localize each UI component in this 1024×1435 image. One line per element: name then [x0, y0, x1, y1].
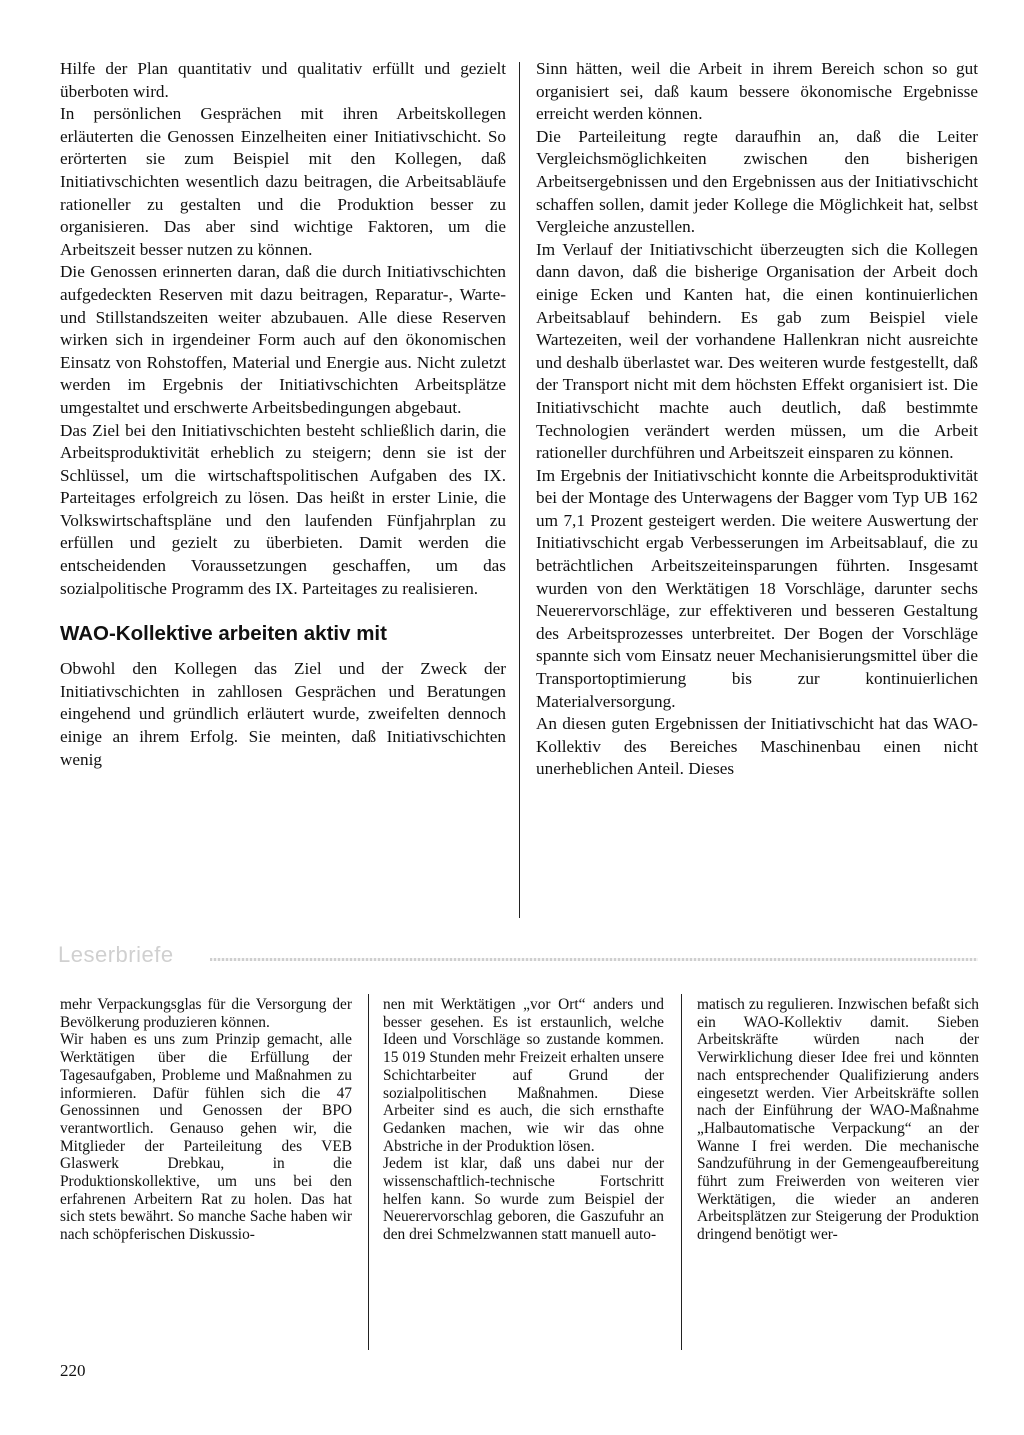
paragraph: Die Parteileitung regte daraufhin an, daß die Leiter Vergleichsmöglichkeiten zwischen den bisherigen Arbeitsergebnissen und den Ergebnissen aus der Initiativschicht schaffen sollen, damit jeder Kollege die Möglichkeit hat, selbst Vergleiche anzustellen.	[536, 126, 978, 237]
paragraph: Im Verlauf der Initiativschicht überzeugten sich die Kollegen dann davon, daß die bisherige Organisation der Arbeit doch einige Ecken und Kanten hat, die einen kontinuierlichen Arbeitsablauf behindern. Es gab zum Beispiel viele Wartezeiten, weil der vorhandene Hallenkran nicht ausreichte und deshalb überlastet war. Des weiteren wurde festgestellt, daß der Transport nicht mit dem höchsten Effekt organisiert ist. Die Initiativschicht machte auch deutlich, daß bestimmte Technologien verändert werden müssen, um die Arbeit rationeller durchführen und Arbeitszeit einsparen zu können.	[536, 239, 978, 463]
page-number: 220	[60, 1361, 86, 1380]
paragraph: Hilfe der Plan quantitativ und qualitativ erfüllt und gezielt überboten wird.	[60, 59, 506, 101]
section-band-leserbriefe	[58, 942, 978, 972]
paragraph: Im Ergebnis der Initiativschicht konnte die Arbeitsproduktivität bei der Montage des Unterwagens der Bagger vom Typ UB 162 um 7,1 Prozent gesteigert werden. Die weitere Auswertung der Initiativschicht ergab Verbesserungen im Arbeitsablauf, die zu beträchtlichen Arbeitszeiteinsparungen führten. Insgesamt wurden von den Werktätigen 18 Vorschläge, darunter sechs Neuerervorschläge, zur effektiveren und besseren Gestaltung des Arbeitsprozesses unterbreitet. Der Bogen der Vorschläge spannte sich vom Einsatz neuer Mechanisierungsmittel über die Transportoptimierung bis zur kontinuierlichen Materialversorgung.	[536, 465, 978, 711]
paragraph: Wir haben es uns zum Prinzip gemacht, alle Werktätigen über die Erfüllung der Tagesaufgaben, Probleme und Maßnahmen zu informieren. Dafür fühlen sich die 47 Genossinnen und Genossen der BPO verantwortlich. Genauso gehen wir, die Mitglieder der Parteileitung des VEB Glaswerk Drebkau, in die Produktionskollektive, um uns bei den erfahrenen Arbeitern Rat zu holen. Das hat sich stets bewährt. So manche Sache haben wir nach schöpferischen Diskussio-	[60, 1031, 352, 1244]
paragraph: Sinn hätten, weil die Arbeit in ihrem Bereich schon so gut organisiert sei, daß kaum bessere ökonomische Ergebnisse erreicht werden können.	[536, 59, 978, 124]
paragraph: Obwohl den Kollegen das Ziel und der Zweck der Initiativschichten in zahllosen Gesprächen und Beratungen eingehend und gründlich erläutert wurde, zweifelten dennoch einige an ihrem Erfolg. Sie meinten, daß Initiativschichten wenig	[60, 659, 506, 769]
column-divider	[368, 994, 369, 1350]
article-column-left	[60, 58, 506, 771]
paragraph: An diesen guten Ergebnissen der Initiativschicht hat das WAO-Kollektiv des Bereiches Maschinenbau einen nicht unerheblichen Anteil. Dieses	[536, 714, 978, 779]
letter-column-3	[697, 996, 979, 1244]
paragraph: mehr Verpackungsglas für die Versorgung der Bevölkerung produzieren können.	[60, 996, 352, 1031]
letter-column-1	[60, 996, 352, 1244]
paragraph: matisch zu regulieren. Inzwischen befaßt sich ein WAO-Kollektiv damit. Sieben Arbeitskräfte würden nach der Verwirklichung dieser Idee frei und könnten nach entsprechender Qualifizierung anders eingesetzt werden. Vier Arbeitskräfte sollen nach der Einführung der WAO-Maßnahme „Halbautomatische Verpackung“ an der Wanne I frei werden. Die mechanische Sandzuführung in der Gemengeaufbereitung führt zum Freiwerden von weiteren vier Werktätigen, die wieder an anderen Arbeitsplätzen zur Steigerung der Produktion dringend benötigt wer-	[697, 996, 979, 1244]
paragraph: Die Genossen erinnerten daran, daß die durch Initiativschichten aufgedeckten Reserven mit dazu beitragen, Reparatur-, Warte- und Stillstandszeiten weiter abzubauen. Alle diese Reserven wirken sich in irgendeiner Form auch auf den ökonomischen Einsatz von Rohstoffen, Material und Energie aus. Nicht zuletzt werden im Ergebnis der Initiativschichten Arbeitsplätze umgestaltet und erschwerte Arbeitsbedingungen abgebaut.	[60, 262, 506, 417]
paragraph: Das Ziel bei den Initiativschichten besteht schließlich darin, die Arbeitsproduktivität erheblich zu steigern; denn sie ist der Schlüssel, um die wirtschaftspolitischen Aufgaben des IX. Parteitages erfolgreich zu lösen. Das heißt in erster Linie, die Volkswirtschaftspläne und den laufenden Fünfjahrplan zu erfüllen und gezielt zu überbieten. Damit werden die entscheidenden Voraussetzungen geschaffen, um das sozialpolitische Programm des IX. Parteitages zu realisieren.	[60, 420, 506, 598]
letter-column-2	[383, 996, 664, 1244]
section-heading: WAO-Kollektive arbeiten aktiv mit	[60, 622, 387, 646]
paragraph: In persönlichen Gesprächen mit ihren Arbeitskollegen erläuterten die Genossen Einzelheiten einer Initiativschicht. So erörterten sie zum Beispiel mit den Kollegen, daß Initiativschichten wesentlich dazu beitragen, die Arbeitsabläufe rationeller zu gestalten und die Produktion besser zu organisieren. Das aber sind wichtige Faktoren, um die Arbeitszeit besser nutzen zu können.	[60, 104, 506, 259]
section-band-label: Leserbriefe	[58, 942, 174, 967]
section-band-rule	[210, 958, 978, 961]
column-divider	[519, 62, 520, 918]
paragraph: Jedem ist klar, daß uns dabei nur der wissenschaftlich-technische Fortschritt helfen kann. So wurde zum Beispiel der Neuerervorschlag geboren, die Gaszufuhr an den drei Schmelzwannen statt manuell auto-	[383, 1155, 664, 1244]
paragraph: nen mit Werktätigen „vor Ort“ anders und besser gesehen. Es ist erstaunlich, welche Ideen und Vorschläge so zustande kommen. 15 019 Stunden mehr Freizeit erhalten unsere Schichtarbeiter auf Grund der sozialpolitischen Maßnahmen. Diese Arbeiter sind es auch, die sich ernsthafte Gedanken machen, wie wir das ohne Abstriche in der Produktion lösen.	[383, 996, 664, 1155]
article-column-right	[536, 58, 978, 781]
column-divider	[681, 994, 682, 1350]
